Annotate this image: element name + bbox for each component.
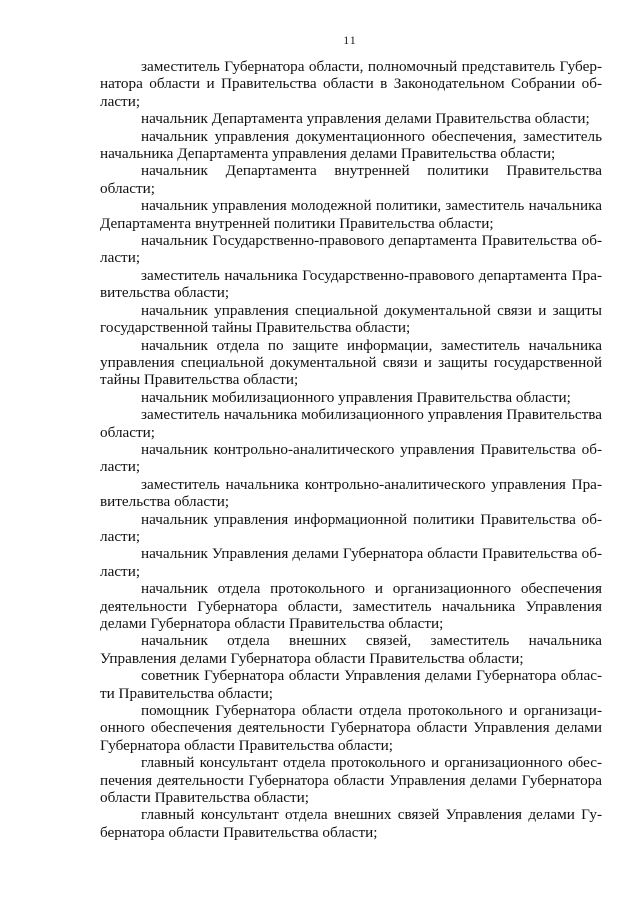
list-item: заместитель начальника мобилизационного управления Правительства области; xyxy=(100,406,602,441)
list-item: начальник управления специальной документальной связи и защиты государственной тайны Правительства области; xyxy=(100,301,602,337)
list-item: начальник отдела протокольного и организационного обеспечения деятельности Губернатора области, заместитель начальника Управления делами Губернатора области Правительства области; xyxy=(100,580,602,632)
list-item: начальник мобилизационного управления Правительства области; xyxy=(141,388,571,406)
list-item: помощник Губернатора области отдела протокольного и организационного обеспечения деятельности Губернатора области Управления делами Губернатора области Правительства области; xyxy=(100,702,602,754)
list-item: начальник управления документационного обеспечения, заместитель начальника Департамента управления делами Правительства области; xyxy=(100,127,602,163)
page-number: 11 xyxy=(343,33,357,47)
document-body xyxy=(100,58,602,841)
list-item: начальник контрольно-аналитического управления Правительства области; xyxy=(100,440,602,476)
list-item: заместитель Губернатора области, полномочный представитель Губернатора области и Правительства области в Законодательном Собрании области; xyxy=(100,58,602,110)
list-item: советник Губернатора области Управления делами Губернатора области Правительства области; xyxy=(100,667,602,702)
list-item: начальник отдела по защите информации, заместитель начальника управления специальной документальной связи и защиты государственной тайны Правительства области; xyxy=(100,336,602,389)
list-item: начальник Департамента внутренней политики Правительства области; xyxy=(100,162,602,197)
list-item: заместитель начальника Государственно-правового департамента Правительства области; xyxy=(100,266,602,302)
list-item: начальник управления информационной политики Правительства области; xyxy=(100,510,602,545)
list-item: начальник Департамента управления делами Правительства области; xyxy=(141,110,590,128)
list-item: начальник отдела внешних связей, заместитель начальника Управления делами Губернатора области Правительства области; xyxy=(100,632,602,667)
list-item: начальник Государственно-правового департамента Правительства области; xyxy=(100,232,602,267)
list-item: начальник управления молодежной политики, заместитель начальника Департамента внутренней политики Правительства области; xyxy=(100,197,602,232)
list-item: главный консультант отдела внешних связей Управления делами Губернатора области Правительства области; xyxy=(100,806,602,841)
list-item: главный консультант отдела протокольного и организационного обеспечения деятельности Губернатора области Управления делами Губернатора области Правительства области; xyxy=(100,754,602,807)
list-item: заместитель начальника контрольно-аналитического управления Правительства области; xyxy=(100,475,602,511)
list-item: начальник Управления делами Губернатора области Правительства области; xyxy=(100,545,602,580)
